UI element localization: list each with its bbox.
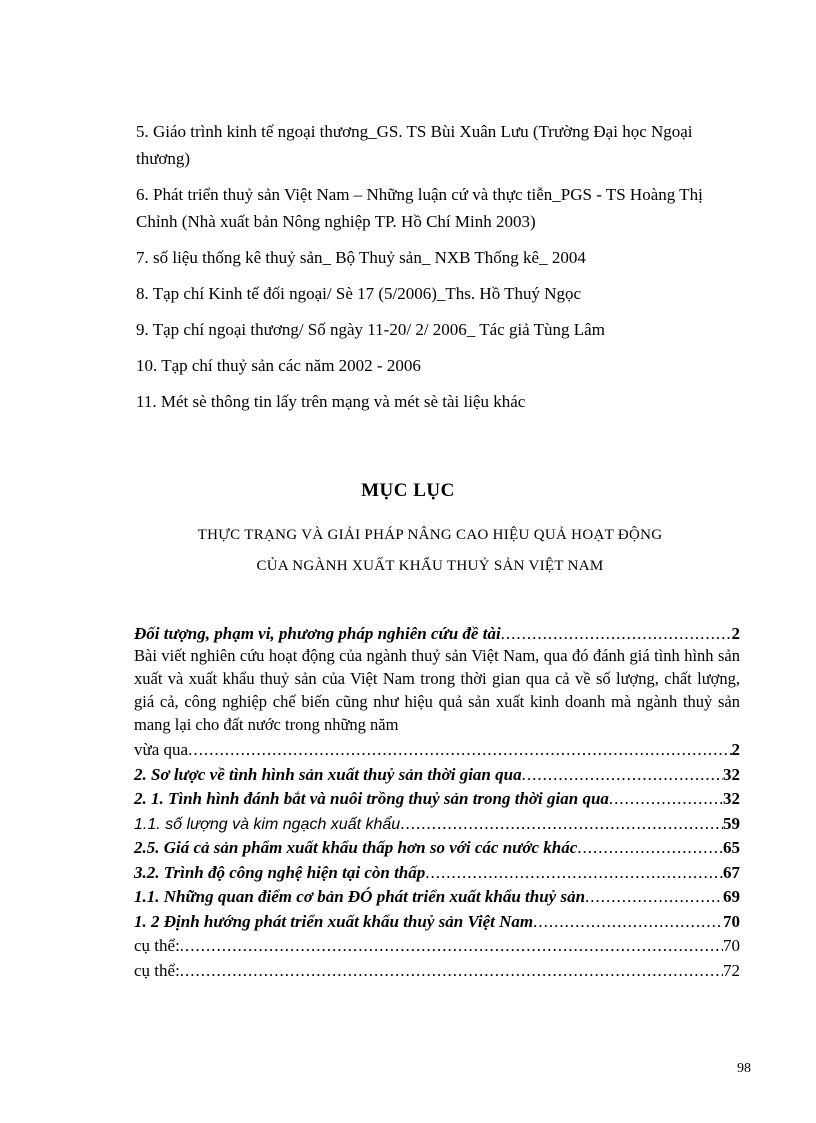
subtitle-line-2: CỦA NGÀNH XUẤT KHẨU THUỶ SẢN VIỆT NAM	[256, 558, 604, 574]
toc-entries	[134, 760, 740, 981]
toc-entry-label: 2. Sơ lược về tình hình sản xuất thuỷ sản thời gian qua	[134, 764, 522, 784]
toc-entry-page: 72	[723, 960, 740, 980]
references-list	[136, 118, 736, 424]
toc-entry-label: 1. 2 Định hướng phát triển xuất khẩu thuỷ sản Việt Nam	[134, 911, 534, 931]
leader-dots	[180, 961, 723, 981]
toc-entry-page: 70	[723, 911, 740, 931]
toc-entry-page: 59	[723, 813, 740, 833]
leader-dots	[501, 624, 732, 644]
toc-description: Bài viết nghiên cứu hoạt động của ngành thuỷ sản Việt Nam, qua đó đánh giá tình hình sản xuất và xuất khẩu thuỷ sản của Việt Nam trong thời gian qua cả về số lượng, chất lượng, giá cả, công nghiệp chế biến cũng như hiệu quả sản xuất kinh doanh mà ngành thuỷ sản mang lại cho đất nước trong những năm	[134, 645, 740, 734]
toc-entry-page: 69	[723, 887, 740, 906]
leader-dots	[577, 838, 723, 858]
toc-entry-label: 3.2. Trình độ công nghệ hiện tại còn thấp	[134, 862, 426, 882]
toc-entry[interactable]	[134, 736, 740, 761]
reference-item: 6. Phát triển thuỷ sản Việt Nam – Những luận cứ và thực tiễn_PGS - TS Hoàng Thị Chỉnh (Nhà xuất bản Nông nghiệp TP. Hồ Chí Minh 2003)	[136, 185, 703, 231]
toc-entry[interactable]	[134, 760, 740, 785]
leader-dots	[609, 789, 723, 809]
toc-title: MỤC LỤC	[361, 480, 455, 501]
toc-entry-label: 1.1. số lượng và kim ngạch xuất khẩu	[134, 815, 401, 833]
table-of-contents	[134, 619, 740, 981]
toc-entry-label: 1.1. Những quan điểm cơ bản ĐÓ phát triển xuất khẩu thuỷ sản	[134, 887, 586, 906]
reference-item: 7. số liệu thống kê thuỷ sản_ Bộ Thuỷ sản_ NXB Thống kê_ 2004	[136, 248, 586, 267]
reference-item: 9. Tạp chí ngoại thương/ Số ngày 11-20/ 2/ 2006_ Tác giả Tùng Lâm	[136, 320, 605, 339]
toc-entry[interactable]	[134, 932, 740, 957]
toc-entry[interactable]	[134, 809, 740, 834]
toc-entry[interactable]	[134, 834, 740, 859]
reference-item: 5. Giáo trình kinh tế ngoại thương_GS. TS Bùi Xuân Lưu (Trường Đại học Ngoại thương)	[136, 122, 693, 168]
leader-dots	[585, 887, 723, 907]
toc-entry-page: 32	[723, 789, 740, 808]
reference-item: 8. Tạp chí Kinh tế đối ngoại/ Sè 17 (5/2006)_Ths. Hồ Thuý Ngọc	[136, 284, 582, 303]
leader-dots	[180, 936, 723, 956]
toc-entry[interactable]	[134, 907, 740, 932]
toc-entry[interactable]	[134, 883, 740, 908]
leader-dots	[425, 863, 723, 883]
subtitle-line-1: THỰC TRẠNG VÀ GIẢI PHÁP NÂNG CAO HIỆU QUẢ HOẠT ĐỘNG	[197, 527, 663, 543]
toc-entry-label: cụ thể:	[134, 960, 180, 980]
toc-entry-label: cụ thể:	[134, 936, 180, 955]
toc-entry-page: 32	[723, 764, 740, 784]
reference-item: 10. Tạp chí thuỷ sản các năm 2002 - 2006	[136, 356, 421, 375]
toc-entry-label: Đối tượng, phạm vi, phương pháp nghiên cứu đề tài	[134, 623, 501, 643]
toc-entry-page: 70	[723, 936, 740, 955]
toc-entry-label: 2. 1. Tình hình đánh bắt và nuôi trồng thuỷ sản trong thời gian qua	[134, 789, 609, 808]
leader-dots	[533, 912, 723, 932]
reference-item: 11. Mét sè thông tin lấy trên mạng và mét sè tài liệu khác	[136, 392, 526, 411]
toc-entry-label: vừa qua	[134, 740, 189, 759]
toc-entry[interactable]	[134, 785, 740, 810]
toc-subtitle	[120, 520, 740, 582]
toc-entry[interactable]	[134, 619, 740, 644]
toc-entry[interactable]	[134, 956, 740, 981]
leader-dots	[188, 740, 731, 760]
toc-entry-page: 67	[723, 862, 740, 882]
toc-entry[interactable]	[134, 858, 740, 883]
leader-dots	[400, 814, 723, 834]
toc-entry-page: 2	[731, 623, 740, 643]
page-number: 98	[737, 1061, 751, 1076]
toc-entry-page: 65	[723, 838, 740, 857]
toc-entry-page: 2	[731, 740, 740, 759]
toc-entry-label: 2.5. Giá cả sản phẩm xuất khẩu thấp hơn so với các nước khác	[134, 838, 578, 857]
leader-dots	[522, 765, 723, 785]
